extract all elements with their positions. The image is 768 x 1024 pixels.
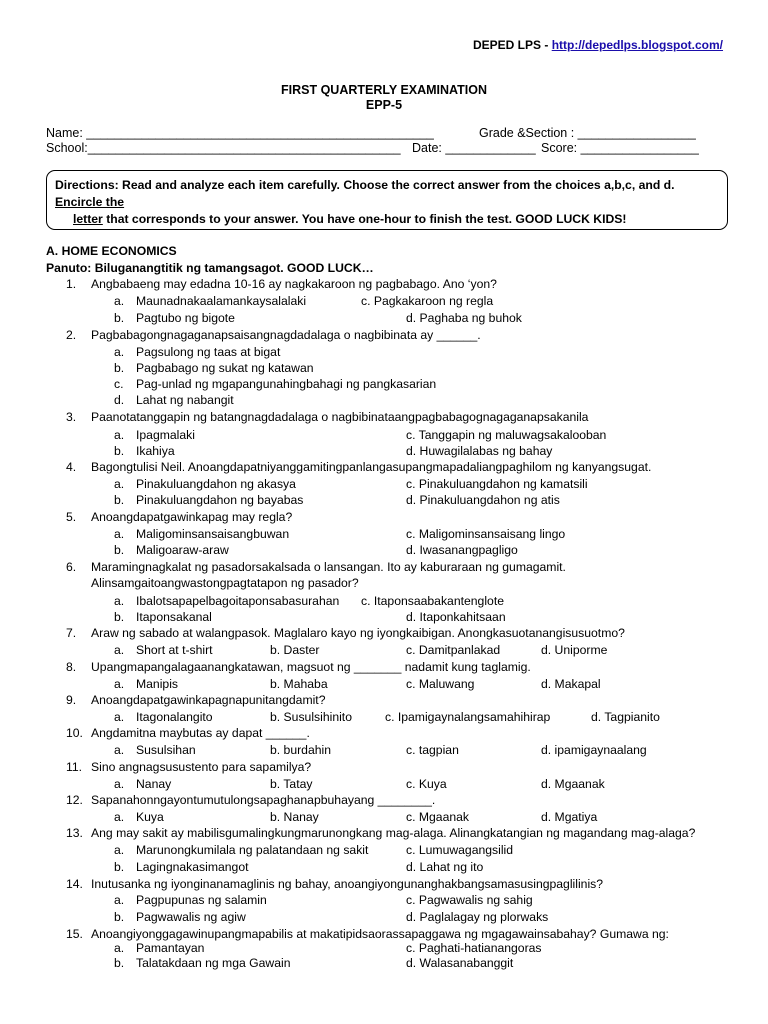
question-text: Sapanahonngayontumutulongsapaghanapbuhayang ________.	[91, 793, 436, 807]
q15-option-b[interactable]: Talatakdaan ng mga Gawain	[136, 956, 291, 970]
q13-option-a[interactable]: Marunongkumilala ng palatandaan ng sakit	[136, 843, 369, 857]
q12-option-c[interactable]: c. Mgaanak	[406, 810, 470, 824]
question-text: Araw ng sabado at walangpasok. Maglalaro kayo ng iyongkaibigan. Anongkasuotanangisusuotmo?	[91, 626, 625, 640]
q5-option-b[interactable]: Maligoaraw-araw	[136, 543, 229, 557]
name-field: Name: __________________________________________________	[46, 126, 434, 140]
q2-option-d[interactable]: Lahat ng nabangit	[136, 393, 234, 407]
q14-option-c[interactable]: c. Pagwawalis ng sahig	[406, 893, 533, 907]
q9-option-c[interactable]: c. Ipamigaynalangsamahihirap	[385, 710, 551, 724]
question-number: 9.	[66, 693, 77, 707]
q2-option-c[interactable]: Pag-unlad ng mgapangunahingbahagi ng pangkasarian	[136, 377, 437, 391]
option-letter: a.	[114, 777, 125, 791]
option-letter: a.	[114, 643, 125, 657]
q9-option-a[interactable]: Itagonalangito	[136, 710, 213, 724]
option-letter: a.	[114, 710, 125, 724]
question-text: Bagongtulisi Neil. Anoangdapatniyanggamitingpanlangasupangmapadaliangpaghilom ng kanyangsugat.	[91, 460, 652, 474]
option-letter: a.	[114, 294, 125, 308]
q11-option-b[interactable]: b. Tatay	[270, 777, 313, 791]
question-text: Ang may sakit ay mabilisgumalingkungmarunongkang mag-alaga. Alinangkatangian ng magandang mag-alaga?	[91, 826, 696, 840]
directions-text: Directions: Read and analyze each item carefully. Choose the correct answer from the choices a,b,c, and d.	[55, 178, 675, 192]
directions-line-1	[55, 177, 719, 211]
question-text: Inutusanka ng iyonginanamaglinis ng bahay, anoangiyongunanghakbangsamasusingpaglilinis?	[91, 877, 604, 891]
q2-option-a[interactable]: Pagsulong ng taas at bigat	[136, 345, 281, 359]
option-letter: a.	[114, 743, 125, 757]
question-text: Alinsamgaitoangwastongpagtatapon ng pasador?	[91, 576, 359, 590]
q4-option-a[interactable]: Pinakuluangdahon ng akasya	[136, 477, 296, 491]
site-header	[473, 38, 723, 52]
site-label: DEPED LPS -	[473, 38, 552, 52]
q13-option-d[interactable]: d. Lahat ng ito	[406, 860, 484, 874]
school-field: School:_____________________________________________	[46, 141, 401, 155]
q4-option-b[interactable]: Pinakuluangdahon ng bayabas	[136, 493, 304, 507]
q5-option-c[interactable]: c. Maligominsansaisang lingo	[406, 527, 566, 541]
q14-option-a[interactable]: Pagpupunas ng salamin	[136, 893, 267, 907]
q15-option-d[interactable]: d. Walasanabanggit	[406, 956, 514, 970]
option-letter: a.	[114, 428, 125, 442]
question-text: Upangmapangalagaanangkatawan, magsuot ng _______ nadamit kung taglamig.	[91, 660, 531, 674]
q5-option-a[interactable]: Maligominsansaisangbuwan	[136, 527, 290, 541]
directions-box	[46, 170, 728, 230]
option-letter: a.	[114, 941, 125, 955]
q3-option-b[interactable]: Ikahiya	[136, 444, 175, 458]
q12-option-a[interactable]: Kuya	[136, 810, 164, 824]
q8-option-a[interactable]: Manipis	[136, 677, 178, 691]
question-text: Paanotatanggapin ng batangnagdadalaga o nagbibinataangpagbabagognagaganapsakanila	[91, 410, 589, 424]
q8-option-c[interactable]: c. Maluwang	[406, 677, 475, 691]
question-number: 7.	[66, 626, 77, 640]
q12-option-d[interactable]: d. Mgatiya	[541, 810, 598, 824]
q2-option-b[interactable]: Pagbabago ng sukat ng katawan	[136, 361, 314, 375]
grade-section-field: Grade &Section : _________________	[479, 126, 696, 140]
q9-option-b[interactable]: b. Susulsihinito	[270, 710, 352, 724]
q7-option-d[interactable]: d. Uniporme	[541, 643, 608, 657]
q10-option-a[interactable]: Susulsihan	[136, 743, 196, 757]
question-number: 14.	[66, 877, 83, 891]
q7-option-a[interactable]: Short at t-shirt	[136, 643, 213, 657]
q13-option-c[interactable]: c. Lumuwagangsilid	[406, 843, 514, 857]
q6-option-d[interactable]: d. Itaponkahitsaan	[406, 610, 506, 624]
q15-option-a[interactable]: Pamantayan	[136, 941, 205, 955]
q7-option-b[interactable]: b. Daster	[270, 643, 320, 657]
option-letter: a.	[114, 527, 125, 541]
option-letter: a.	[114, 810, 125, 824]
option-letter: a.	[114, 594, 125, 608]
question-text: Sino angnagsusustento para sapamilya?	[91, 760, 312, 774]
q3-option-d[interactable]: d. Huwagilalabas ng bahay	[406, 444, 553, 458]
q3-option-c[interactable]: c. Tanggapin ng maluwagsakalooban	[406, 428, 607, 442]
question-number: 11.	[66, 760, 83, 774]
q12-option-b[interactable]: b. Nanay	[270, 810, 319, 824]
q1-option-a[interactable]: Maunadnakaalamankaysalalaki	[136, 294, 307, 308]
question-number: 2.	[66, 328, 77, 342]
q13-option-b[interactable]: Lagingnakasimangot	[136, 860, 249, 874]
q11-option-c[interactable]: c. Kuya	[406, 777, 447, 791]
section-instruction: Panuto: Biluganangtitik ng tamangsagot. GOOD LUCK…	[46, 261, 374, 275]
q14-option-b[interactable]: Pagwawalis ng agiw	[136, 910, 246, 924]
option-letter: b.	[114, 493, 125, 507]
q9-option-d[interactable]: d. Tagpianito	[591, 710, 660, 724]
q3-option-a[interactable]: Ipagmalaki	[136, 428, 195, 442]
question-text: Anoangiyonggagawinupangmapabilis at makatipidsaorassapaggawa ng mgagawainsabahay? Gumawa ng:	[91, 927, 669, 941]
site-link[interactable]: http://depedlps.blogspot.com/	[551, 38, 724, 52]
directions-line-2	[55, 211, 719, 228]
question-number: 3.	[66, 410, 77, 424]
q6-option-a[interactable]: Ibalotsapapelbagoitaponsabasurahan	[136, 594, 340, 608]
option-letter: a.	[114, 477, 125, 491]
option-letter: b.	[114, 860, 125, 874]
exam-subject: EPP-5	[365, 98, 403, 112]
option-letter: b.	[114, 910, 125, 924]
option-letter: b.	[114, 610, 125, 624]
q10-option-d[interactable]: d. ipamigaynaalang	[541, 743, 647, 757]
question-text: Maramingnagkalat ng pasadorsakalsada o lansangan. Ito ay kaburaraan ng gumagamit.	[91, 560, 566, 574]
q10-option-b[interactable]: b. burdahin	[270, 743, 331, 757]
question-text: Angdamitna maybutas ay dapat ______.	[91, 726, 310, 740]
question-number: 15.	[66, 927, 83, 941]
q5-option-d[interactable]: d. Iwasanangpagligo	[406, 543, 518, 557]
option-letter: b.	[114, 543, 125, 557]
q4-option-c[interactable]: c. Pinakuluangdahon ng kamatsili	[406, 477, 588, 491]
q6-option-b[interactable]: Itaponsakanal	[136, 610, 212, 624]
date-field: Date: _____________	[412, 141, 536, 155]
question-text: Anoangdapatgawinkapag may regla?	[91, 510, 293, 524]
question-text: Anoangdapatgawinkapagnapunitangdamit?	[91, 693, 326, 707]
question-number: 8.	[66, 660, 77, 674]
option-letter: a.	[114, 843, 125, 857]
question-number: 13.	[66, 826, 83, 840]
directions-emphasis: Encircle the	[55, 195, 125, 209]
question-text: Angbabaeng may edadna 10-16 ay nagkakaroon ng pagbabago. Ano ‘yon?	[91, 277, 497, 291]
option-letter: b.	[114, 956, 125, 970]
exam-title: FIRST QUARTERLY EXAMINATION	[280, 83, 488, 97]
question-text: Pagbabagongnagaganapsaisangnagdadalaga o nagbibinata ay ______.	[91, 328, 481, 342]
q15-option-c[interactable]: c. Paghati-hatianangoras	[406, 941, 542, 955]
q11-option-a[interactable]: Nanay	[136, 777, 172, 791]
q14-option-d[interactable]: d. Paglalagay ng plorwaks	[406, 910, 549, 924]
directions-text-2: that corresponds to your answer. You have one-hour to finish the test. GOOD LUCK KIDS!	[102, 212, 627, 226]
q6-option-c[interactable]: c. Itaponsaabakantenglote	[361, 594, 504, 608]
q8-option-d[interactable]: d. Makapal	[541, 677, 601, 691]
option-letter: b.	[114, 444, 125, 458]
option-letter: a.	[114, 677, 125, 691]
question-number: 6.	[66, 560, 77, 574]
question-number: 10.	[66, 726, 83, 740]
option-letter: b.	[114, 311, 125, 325]
section-title: A. HOME ECONOMICS	[46, 244, 177, 258]
q1-option-b[interactable]: Pagtubo ng bigote	[136, 311, 235, 325]
q1-option-c[interactable]: c. Pagkakaroon ng regla	[361, 294, 494, 308]
score-field: Score: _________________	[541, 141, 699, 155]
q8-option-b[interactable]: b. Mahaba	[270, 677, 328, 691]
directions-emphasis-2: letter	[73, 212, 103, 226]
q7-option-c[interactable]: c. Damitpanlakad	[406, 643, 501, 657]
q4-option-d[interactable]: d. Pinakuluangdahon ng atis	[406, 493, 560, 507]
question-number: 12.	[66, 793, 83, 807]
question-number: 1.	[66, 277, 77, 291]
q1-option-d[interactable]: d. Paghaba ng buhok	[406, 311, 522, 325]
q10-option-c[interactable]: c. tagpian	[406, 743, 459, 757]
question-number: 4.	[66, 460, 77, 474]
option-letter: a.	[114, 893, 125, 907]
q11-option-d[interactable]: d. Mgaanak	[541, 777, 605, 791]
question-number: 5.	[66, 510, 77, 524]
